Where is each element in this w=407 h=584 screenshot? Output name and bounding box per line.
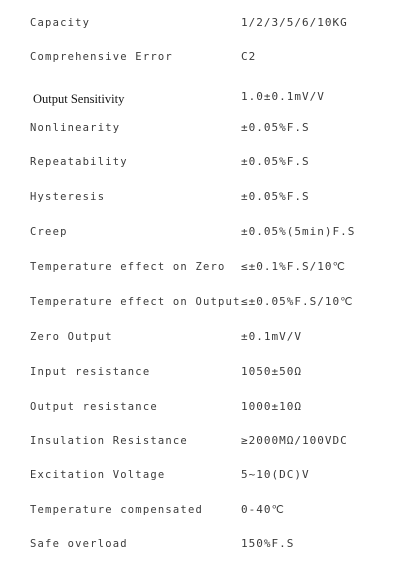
spec-label: Output resistance (30, 401, 158, 413)
spec-value: 0-40℃ (241, 503, 285, 516)
spec-label: Insulation Resistance (30, 435, 188, 447)
spec-value: ±0.05%F.S (241, 155, 310, 168)
spec-value: 1050±50Ω (241, 365, 302, 378)
spec-row-temperature-compensated (0, 498, 407, 522)
spec-value: ±0.05%F.S (241, 190, 310, 203)
spec-row-output-sensitivity (0, 85, 407, 109)
spec-row-temperature-effect-on-zero (0, 255, 407, 279)
spec-row-excitation-voltage (0, 463, 407, 487)
spec-label: Repeatability (30, 156, 128, 168)
spec-row-safe-overload (0, 532, 407, 556)
spec-label: Hysteresis (30, 191, 106, 203)
spec-value: 1000±10Ω (241, 400, 302, 413)
spec-value: 150%F.S (241, 537, 295, 550)
spec-value: ±0.1mV/V (241, 330, 302, 343)
spec-row-nonlinearity (0, 116, 407, 140)
spec-label: Temperature compensated (30, 504, 203, 516)
spec-value: ≥2000MΩ/100VDC (241, 434, 348, 447)
spec-label: Temperature effect on Output (30, 296, 241, 308)
spec-value: 1/2/3/5/6/10KG (241, 16, 348, 29)
spec-row-capacity (0, 11, 407, 35)
spec-label: Excitation Voltage (30, 469, 166, 481)
spec-value: ±0.05%(5min)F.S (241, 225, 356, 238)
spec-label: Creep (30, 226, 68, 238)
spec-value: 1.0±0.1mV/V (241, 90, 325, 103)
spec-row-input-resistance (0, 360, 407, 384)
spec-row-insulation-resistance (0, 429, 407, 453)
spec-label: Output Sensitivity (33, 92, 125, 106)
spec-value: ±0.05%F.S (241, 121, 310, 134)
spec-value: ≤±0.05%F.S/10℃ (241, 295, 354, 308)
spec-label: Safe overload (30, 538, 128, 550)
spec-label: Input resistance (30, 366, 151, 378)
spec-row-temperature-effect-on-output (0, 290, 407, 314)
spec-value: C2 (241, 50, 257, 63)
spec-value: ≤±0.1%F.S/10℃ (241, 260, 346, 273)
spec-label: Capacity (30, 17, 91, 29)
spec-label: Nonlinearity (30, 122, 121, 134)
spec-row-creep (0, 220, 407, 244)
spec-row-zero-output (0, 325, 407, 349)
spec-label: Comprehensive Error (30, 51, 173, 63)
spec-row-hysteresis (0, 185, 407, 209)
spec-label: Temperature effect on Zero (30, 261, 226, 273)
spec-value: 5~10(DC)V (241, 468, 310, 481)
spec-row-output-resistance (0, 395, 407, 419)
spec-label: Zero Output (30, 331, 113, 343)
spec-row-repeatability (0, 150, 407, 174)
spec-row-comprehensive-error (0, 45, 407, 69)
